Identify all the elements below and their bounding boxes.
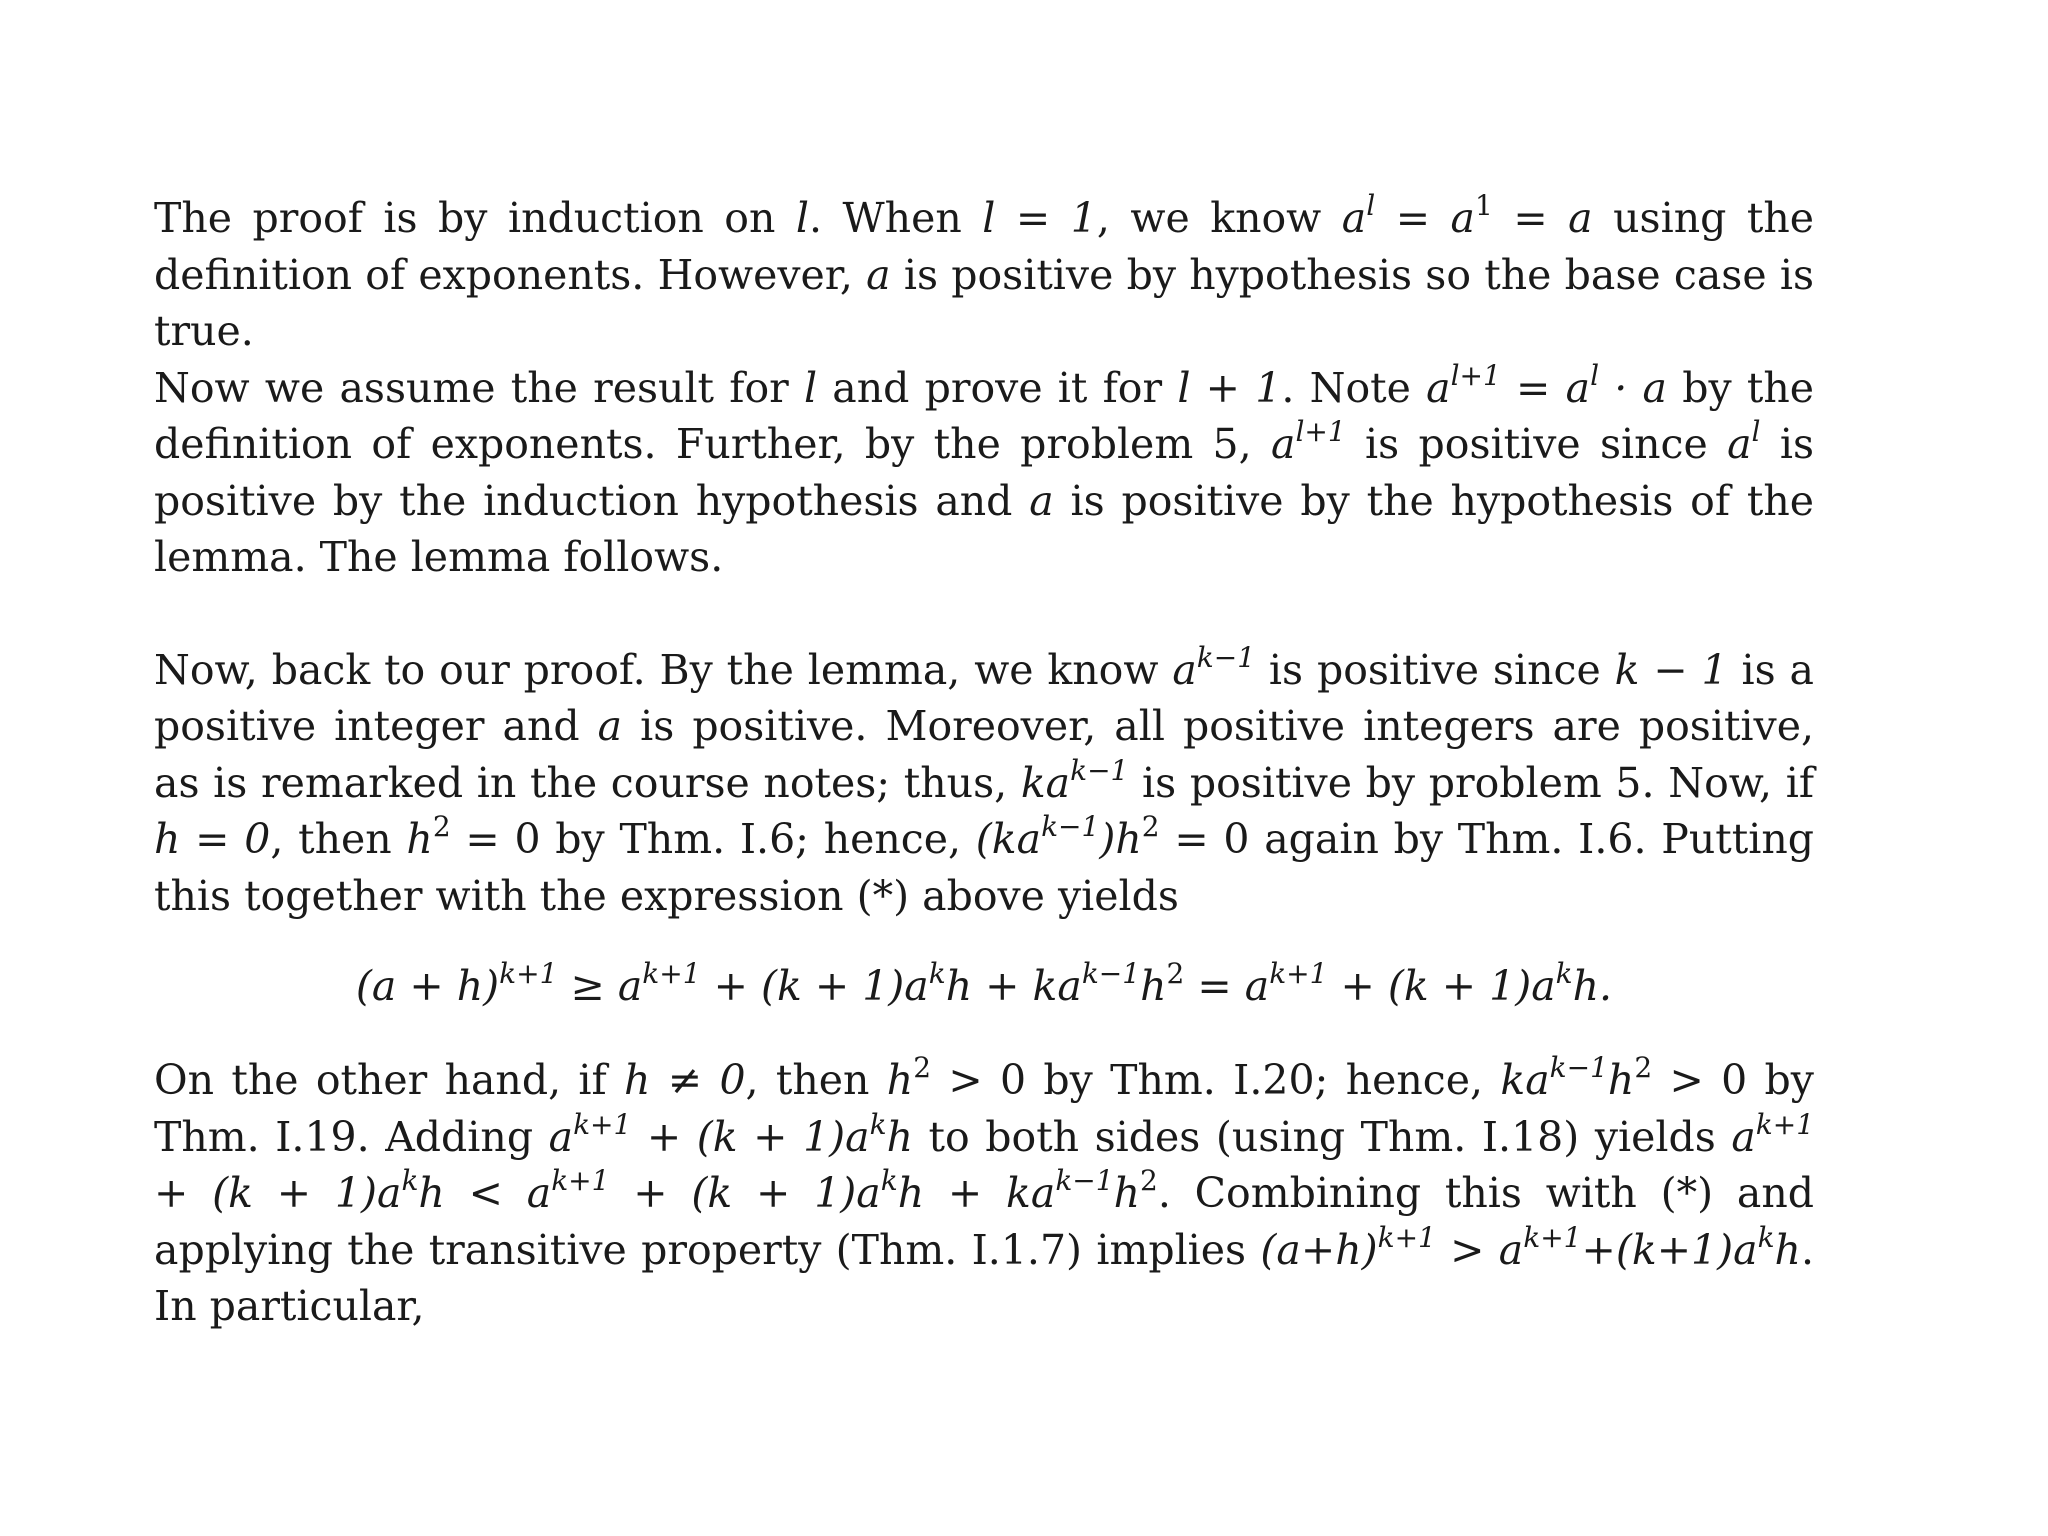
- math-expr: l + 1: [1177, 363, 1282, 412]
- math-var: l: [795, 194, 809, 242]
- text: by Thm. I.6; hence,: [540, 815, 976, 863]
- text: by Thm. I.19. Adding: [154, 1056, 1814, 1161]
- math-var: a: [1271, 420, 1296, 468]
- text: to both sides (using Thm. I.18) yields: [913, 1112, 1732, 1161]
- math-sup: k−1: [1081, 957, 1141, 991]
- text: is positive by problem 5. Now, if: [1128, 758, 1814, 807]
- text: The proof is by induction on: [154, 194, 796, 242]
- text: is positive by the induction hypothesis and: [154, 420, 1815, 525]
- math-sup: k: [401, 1164, 419, 1198]
- math-expr: h.: [1572, 962, 1613, 1010]
- text: is positive by hypothesis so the base case is true.: [154, 250, 1814, 355]
- math-sup: k+1: [642, 957, 701, 991]
- math-sup: k−1: [1549, 1051, 1608, 1085]
- math-var: a: [1029, 476, 1054, 525]
- text: again by Thm. I.6. Putting this together with the expression (*) above yields: [154, 815, 1814, 920]
- text: is positive. Moreover, all positive integers are positive, as is remarked in the course notes; thus,: [154, 702, 1814, 807]
- text: by Thm. I.20; hence,: [1026, 1056, 1501, 1104]
- math-expr: ka: [1500, 1056, 1550, 1104]
- math-sup: k−1: [1041, 810, 1100, 844]
- math-var: a: [866, 250, 891, 299]
- math-var: a: [548, 1112, 574, 1161]
- math-sup: 2: [432, 810, 451, 844]
- math-expr: = a: [1184, 962, 1270, 1010]
- text: . Note: [1281, 363, 1427, 412]
- math-sup: l: [1366, 189, 1376, 223]
- math-sup: k+1: [573, 1107, 632, 1141]
- text: . In particular,: [154, 1225, 1814, 1330]
- text: On the other hand, if: [154, 1056, 625, 1104]
- math-sup: k+1: [1755, 1107, 1815, 1141]
- text: . Combining this with (*) and applying the transitive property (Thm. I.1.7) implies: [154, 1169, 1814, 1274]
- math-var: a: [1172, 645, 1197, 694]
- math-expr: + (k + 1)a: [631, 1112, 870, 1161]
- math-sup: l+1: [1295, 415, 1346, 449]
- math-expr: +(k+1)a: [1581, 1225, 1758, 1274]
- display-equation: [154, 958, 1814, 1014]
- math-sup: k−1: [1055, 1164, 1114, 1198]
- math-expr: (a + h): [355, 962, 500, 1010]
- document-page: [154, 190, 1814, 1335]
- math-expr: h < a: [418, 1169, 552, 1217]
- math-expr: h + ka: [897, 1169, 1056, 1217]
- math-expr: = a: [1500, 363, 1591, 412]
- math-sup: 2: [1634, 1051, 1653, 1085]
- text: using the definition of exponents. However,: [154, 194, 1814, 299]
- math-sup: k+1: [551, 1164, 610, 1198]
- math-sup: 2: [913, 1051, 932, 1085]
- math-expr: = a: [1492, 194, 1593, 242]
- text: Now, back to our proof. By the lemma, we know: [154, 645, 1173, 694]
- math-var: h: [406, 815, 433, 863]
- text: and prove it for: [817, 363, 1178, 412]
- math-var: h: [1140, 962, 1167, 1010]
- text: , we know: [1096, 194, 1342, 242]
- math-sup: k+1: [1377, 1220, 1436, 1254]
- math-expr: ≥ a: [557, 962, 643, 1010]
- paragraph-back-to-proof: [154, 642, 1814, 925]
- math-sup: k−1: [1196, 640, 1256, 674]
- math-expr: h ≠ 0: [624, 1056, 746, 1104]
- math-expr: = 0: [450, 815, 541, 863]
- math-expr: > 0: [931, 1056, 1027, 1104]
- math-expr: ka: [1020, 758, 1071, 807]
- math-expr: h + ka: [945, 962, 1082, 1010]
- math-sup: k: [1757, 1220, 1775, 1254]
- math-expr: )h: [1099, 815, 1142, 863]
- math-var: a: [1727, 420, 1752, 468]
- text: is a positive integer and: [154, 645, 1814, 750]
- math-sup: l+1: [1450, 358, 1501, 392]
- math-expr: + (k + 1)a: [154, 1169, 402, 1217]
- math-var: h: [886, 1056, 914, 1104]
- math-expr: (a+h): [1260, 1225, 1378, 1274]
- math-expr: > 0: [1652, 1056, 1748, 1104]
- math-expr: h = 0: [154, 815, 271, 863]
- math-sup: k+1: [499, 957, 558, 991]
- math-sup: 1: [1475, 189, 1493, 223]
- math-sup: k: [869, 1107, 887, 1141]
- math-sup: k+1: [1269, 957, 1328, 991]
- math-var: h: [1113, 1169, 1140, 1217]
- math-expr: · a: [1599, 363, 1667, 412]
- math-sup: k: [928, 957, 946, 991]
- math-var: a: [1731, 1112, 1756, 1161]
- math-sup: 2: [1166, 957, 1185, 991]
- math-var: a: [1426, 363, 1451, 412]
- paragraph-base-case: [154, 190, 1814, 360]
- math-sup: k+1: [1523, 1220, 1582, 1254]
- math-sup: k: [880, 1164, 898, 1198]
- text: by the definition of exponents. Further, by the problem 5,: [154, 363, 1815, 468]
- math-var: h: [1607, 1056, 1635, 1104]
- paragraph-induction-step: [154, 360, 1814, 586]
- math-sup: l: [1590, 358, 1600, 392]
- math-expr: + (k + 1)a: [700, 962, 929, 1010]
- math-var: l: [803, 363, 818, 412]
- math-sup: 2: [1139, 1164, 1158, 1198]
- math-expr: + (k + 1)a: [609, 1169, 881, 1217]
- paragraph-other-hand: [154, 1052, 1814, 1335]
- text: is positive by the hypothesis of the lemma. The lemma follows.: [154, 476, 1814, 581]
- math-var: h: [886, 1112, 913, 1161]
- math-expr: = a: [1375, 194, 1475, 242]
- text: is positive since: [1255, 645, 1615, 694]
- math-expr: = 0: [1159, 815, 1250, 863]
- math-var: a: [1341, 194, 1367, 242]
- math-expr: k − 1: [1614, 645, 1728, 694]
- text: , then: [270, 815, 407, 863]
- text: is positive since: [1345, 420, 1728, 468]
- math-var: a: [597, 702, 623, 750]
- math-sup: l: [1751, 415, 1761, 449]
- math-sup: k: [1555, 957, 1573, 991]
- text: , then: [745, 1056, 887, 1104]
- math-expr: l = 1: [982, 194, 1097, 242]
- math-expr: + (k + 1)a: [1327, 962, 1556, 1010]
- math-expr: > a: [1435, 1225, 1524, 1274]
- paragraph-gap: [154, 586, 1814, 642]
- math-sup: 2: [1141, 810, 1160, 844]
- text: Now we assume the result for: [154, 363, 804, 412]
- math-var: h: [1774, 1225, 1801, 1274]
- math-expr: (ka: [975, 815, 1042, 863]
- math-sup: k−1: [1070, 753, 1129, 787]
- text: . When: [809, 194, 983, 242]
